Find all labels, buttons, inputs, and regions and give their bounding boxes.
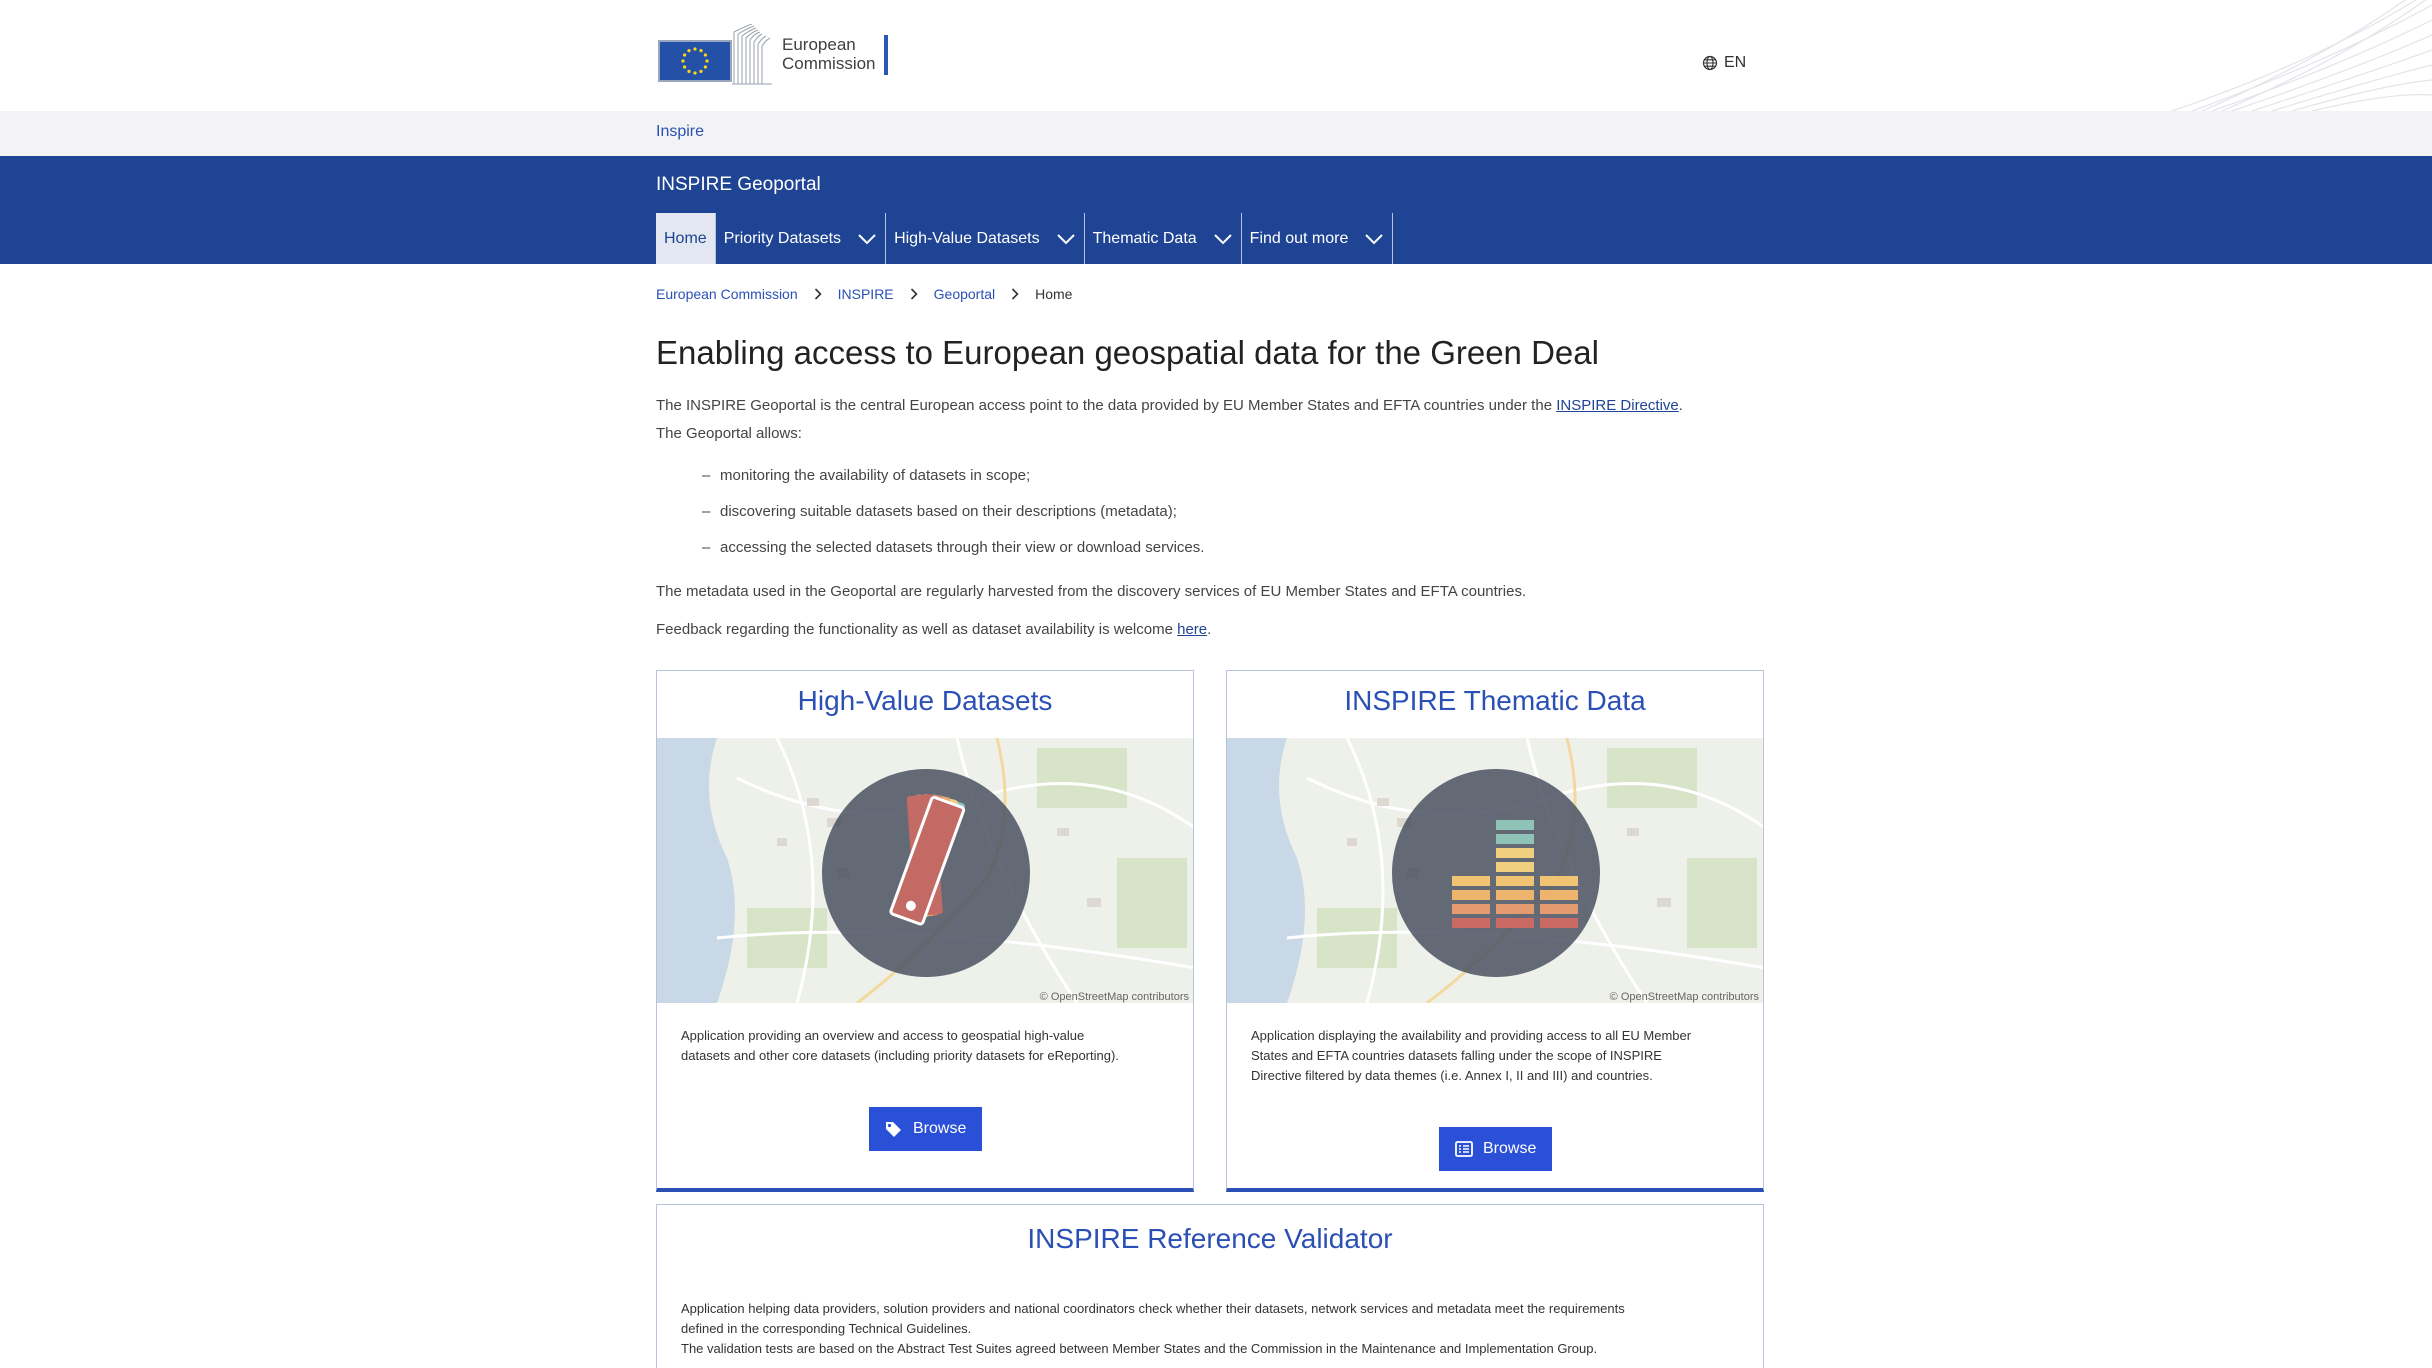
logo-text-line1: European [782,35,856,54]
header-decoration [2172,0,2432,111]
capabilities-list [702,458,1764,566]
site-name-bar [0,111,2432,156]
nav-priority-datasets-label: Priority Datasets [723,229,842,247]
browse-high-value-datasets-button[interactable] [869,1107,982,1151]
browse-button-label: Browse [913,1120,967,1137]
inspire-directive-link[interactable]: INSPIRE Directive [1556,397,1679,414]
eu-flag-icon [658,40,732,82]
european-commission-logo[interactable] [656,24,888,86]
browse-button-label: Browse [1483,1140,1537,1157]
main-navigation [656,213,1393,264]
list-item-text: discovering suitable datasets based on their descriptions (metadata); [720,503,1177,520]
nav-high-value-datasets[interactable] [886,213,1085,264]
card-title: INSPIRE Reference Validator [1027,1223,1393,1254]
card-description [681,1299,1625,1359]
equalizer-icon-bg [1392,769,1600,977]
breadcrumb-inspire[interactable]: INSPIRE [837,286,894,302]
card-description-line: datasets and other core datasets (including priority datasets for eReporting). [681,1048,1119,1063]
list-icon [1455,1141,1473,1157]
card-inspire-reference-validator [656,1204,1764,1368]
chevron-down-icon [857,233,877,245]
nav-thematic-data[interactable] [1085,213,1242,264]
map-thumbnail [657,738,1193,1003]
site-banner [0,156,2432,264]
card-description-line: Application displaying the availability and providing access to all EU Member [1251,1028,1692,1043]
nav-high-value-datasets-label: High-Value Datasets [894,229,1040,247]
inspire-site-link[interactable]: Inspire [656,123,705,140]
map-thumbnail [1227,738,1763,1003]
list-item: – accessing the selected datasets through their view or download services. [702,530,1764,566]
globe-icon [1702,55,1718,71]
card-high-value-datasets [656,670,1194,1192]
card-inspire-thematic-data [1226,670,1764,1192]
nav-priority-datasets[interactable] [716,213,886,264]
chevron-right-icon [1011,288,1019,300]
main-content [656,334,1764,642]
list-item: – monitoring the availability of datasets in scope; [702,458,1764,494]
intro-line2: The Geoportal allows: [656,425,802,442]
language-code: EN [1724,54,1747,71]
card-description-line: States and EFTA countries datasets falling under the scope of INSPIRE [1251,1048,1662,1063]
commission-building-icon [732,24,772,86]
card-description-line: Application helping data providers, solution providers and national coordinators check whether their datasets, network services and metadata meet the requirements [681,1301,1625,1316]
card-description [681,1026,1119,1066]
banner-title: INSPIRE Geoportal [656,174,821,195]
card-title: INSPIRE Thematic Data [1344,685,1646,716]
language-selector[interactable] [1702,54,1746,72]
map-attribution[interactable]: © OpenStreetMap contributors [1039,991,1189,1003]
intro-text-end: . [1678,397,1683,414]
metadata-paragraph: The metadata used in the Geoportal are regularly harvested from the discovery services of EU Member States and EFTA countries. [656,583,1527,600]
breadcrumb-geoportal[interactable]: Geoportal [933,286,996,302]
list-item-text: accessing the selected datasets through their view or download services. [720,539,1205,556]
card-description-line: The validation tests are based on the Abstract Test Suites agreed between Member States and the Commission in the Maintenance and Implementation Group. [681,1341,1598,1356]
breadcrumb [656,286,1072,302]
nav-home-label: Home [664,229,707,247]
browse-thematic-data-button[interactable] [1439,1127,1552,1171]
chevron-down-icon [1213,233,1233,245]
nav-find-out-more-label: Find out more [1249,229,1349,247]
feedback-link[interactable]: here [1177,621,1208,638]
chevron-right-icon [814,288,822,300]
nav-thematic-data-label: Thematic Data [1092,229,1197,247]
nav-home[interactable] [656,213,716,264]
card-description-line: defined in the corresponding Technical Guidelines. [681,1321,972,1336]
breadcrumb-home: Home [1035,286,1073,302]
chevron-down-icon [1056,233,1076,245]
feedback-text-end: . [1207,621,1212,638]
nav-find-out-more[interactable] [1242,213,1394,264]
card-description [1251,1026,1691,1086]
card-description-line: Directive filtered by data themes (i.e. Annex I, II and III) and countries. [1251,1068,1653,1083]
feedback-text: Feedback regarding the functionality as well as dataset availability is welcome [656,621,1178,638]
breadcrumb-european-commission[interactable]: European Commission [656,286,798,302]
page-title: Enabling access to European geospatial data for the Green Deal [656,334,1599,371]
list-item: – discovering suitable datasets based on their descriptions (metadata); [702,494,1764,530]
chevron-down-icon [1364,233,1384,245]
logo-text-line2: Commission [782,54,876,73]
card-title: High-Value Datasets [797,685,1053,716]
chevron-right-icon [910,288,918,300]
site-header [0,0,2432,111]
feedback-paragraph [656,618,1764,642]
card-description-line: Application providing an overview and access to geospatial high-value [681,1028,1085,1043]
intro-paragraph [656,392,1764,448]
map-attribution[interactable]: © OpenStreetMap contributors [1609,991,1759,1003]
intro-text: The INSPIRE Geoportal is the central European access point to the data provided by EU Member States and EFTA countries under the [656,397,1557,414]
tags-icon [885,1121,903,1137]
list-item-text: monitoring the availability of datasets in scope; [720,467,1031,484]
